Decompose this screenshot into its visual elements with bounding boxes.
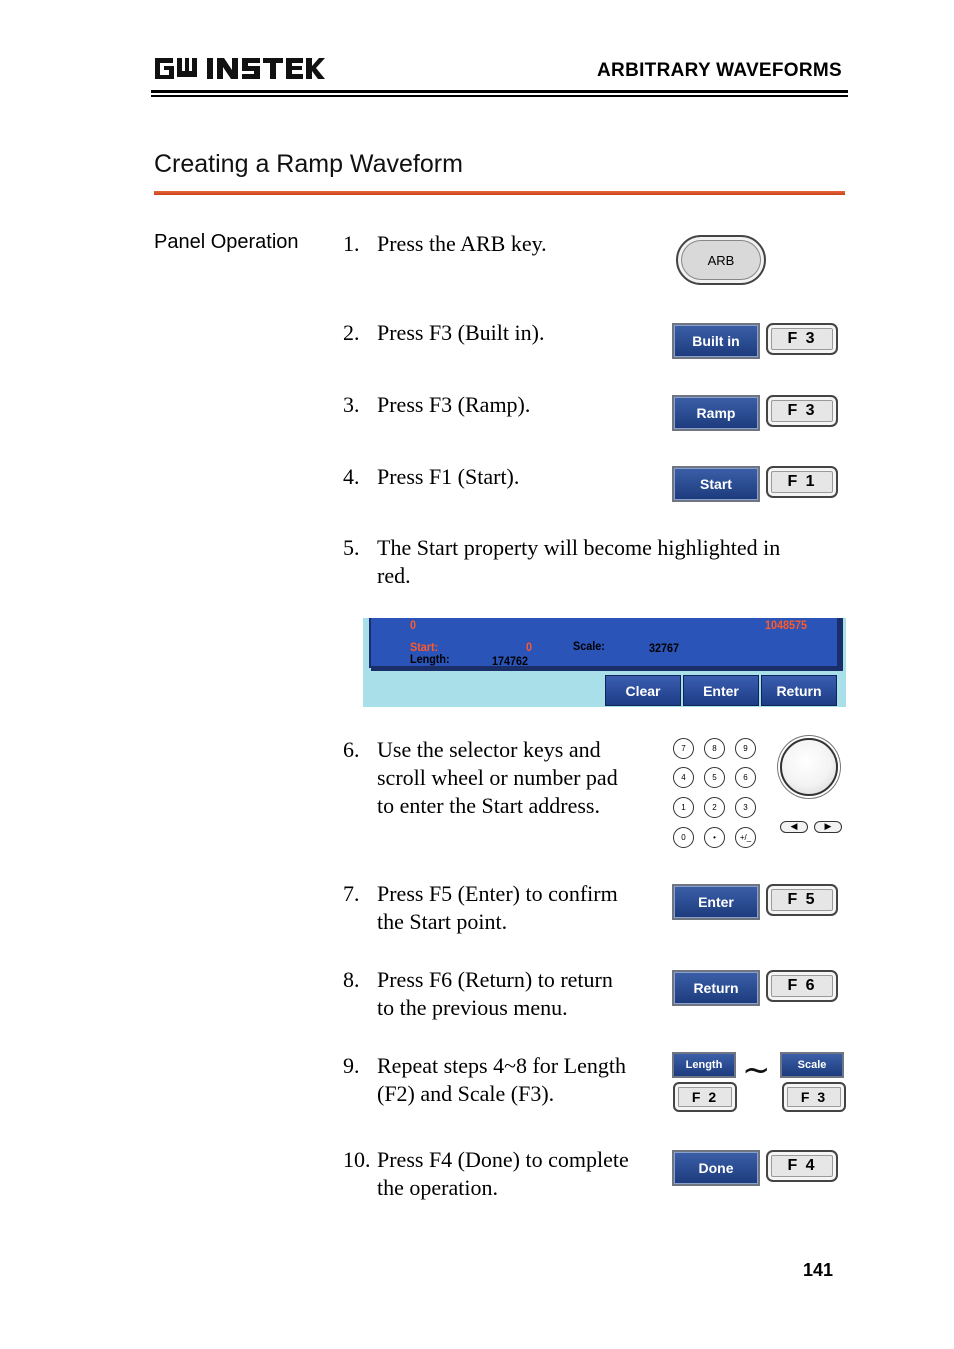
step-line: Repeat steps 4~8 for Length bbox=[377, 1053, 626, 1078]
step-text: Press the ARB key. bbox=[377, 231, 547, 256]
step-number: 6. bbox=[343, 737, 360, 762]
f3-key[interactable]: F 3 bbox=[766, 395, 838, 427]
step-line: Press F5 (Enter) to confirm bbox=[377, 881, 618, 906]
screen-panel-edge bbox=[839, 618, 843, 670]
lcd-screen-capture bbox=[363, 618, 846, 707]
step-text bbox=[377, 880, 618, 936]
done-softkey[interactable]: Done bbox=[672, 1150, 760, 1186]
numpad-key-9[interactable]: 9 bbox=[735, 738, 756, 759]
f3-key[interactable]: F 3 bbox=[766, 323, 838, 355]
step-text bbox=[377, 966, 613, 1022]
right-arrow-icon: ▶ bbox=[824, 822, 832, 832]
step-line: Use the selector keys and bbox=[377, 737, 601, 762]
step-line: (F2) and Scale (F3). bbox=[377, 1081, 555, 1106]
screen-panel-edge bbox=[371, 668, 843, 671]
screen-start-label: Start: bbox=[410, 640, 439, 654]
numpad-key-dot[interactable]: • bbox=[704, 827, 725, 848]
step-line: red. bbox=[377, 563, 411, 588]
header-rule-thin bbox=[151, 95, 848, 97]
header-section-title: ARBITRARY WAVEFORMS bbox=[597, 60, 842, 81]
screen-clear-button[interactable]: Clear bbox=[605, 675, 681, 706]
screen-length-value: 174762 bbox=[492, 654, 529, 668]
screen-scale-label: Scale: bbox=[573, 639, 605, 653]
header-rule bbox=[151, 90, 848, 93]
f6-key[interactable]: F 6 bbox=[766, 970, 838, 1002]
step-line: the operation. bbox=[377, 1175, 498, 1200]
length-softkey[interactable]: Length bbox=[672, 1052, 736, 1078]
step-number: 5. bbox=[343, 535, 360, 560]
step-line: to enter the Start address. bbox=[377, 793, 600, 818]
step-text bbox=[377, 1052, 626, 1108]
numpad-key-3[interactable]: 3 bbox=[735, 797, 756, 818]
left-arrow-key[interactable] bbox=[780, 821, 808, 833]
ramp-softkey[interactable]: Ramp bbox=[672, 395, 760, 431]
left-arrow-icon: ◀ bbox=[790, 822, 798, 832]
step-line: Press F4 (Done) to complete bbox=[377, 1147, 629, 1172]
f4-key[interactable]: F 4 bbox=[766, 1150, 838, 1182]
gw-instek-logo bbox=[153, 54, 325, 84]
numpad-key-7[interactable]: 7 bbox=[673, 738, 694, 759]
screen-length-label: Length: bbox=[410, 652, 450, 666]
step-line: The Start property will become highlighted in bbox=[377, 535, 781, 560]
numpad-key-5[interactable]: 5 bbox=[704, 767, 725, 788]
step-number: 1. bbox=[343, 231, 360, 256]
numpad-key-4[interactable]: 4 bbox=[673, 767, 694, 788]
numpad-key-1[interactable]: 1 bbox=[673, 797, 694, 818]
step-number: 8. bbox=[343, 967, 360, 992]
built-in-softkey[interactable]: Built in bbox=[672, 323, 760, 359]
screen-return-button[interactable]: Return bbox=[761, 675, 837, 706]
step-text bbox=[377, 1146, 629, 1202]
step-text bbox=[377, 534, 780, 590]
numpad-key-2[interactable]: 2 bbox=[704, 797, 725, 818]
step-text bbox=[377, 736, 618, 820]
logo-mark bbox=[153, 54, 325, 84]
numpad-key-6[interactable]: 6 bbox=[735, 767, 756, 788]
f3-key[interactable]: F 3 bbox=[782, 1082, 846, 1112]
step-number: 10. bbox=[343, 1147, 371, 1172]
step-number: 2. bbox=[343, 320, 360, 345]
step-number: 7. bbox=[343, 881, 360, 906]
step-number: 4. bbox=[343, 464, 360, 489]
numpad-key-plus-minus[interactable]: +/_ bbox=[735, 827, 756, 848]
step-number: 3. bbox=[343, 392, 360, 417]
step-text: Press F3 (Built in). bbox=[377, 320, 545, 345]
scroll-wheel-knob[interactable] bbox=[780, 738, 838, 796]
arb-key[interactable]: ARB bbox=[676, 235, 766, 285]
f1-key[interactable]: F 1 bbox=[766, 466, 838, 498]
scale-softkey[interactable]: Scale bbox=[780, 1052, 844, 1078]
step-number: 9. bbox=[343, 1053, 360, 1078]
title-rule bbox=[154, 191, 845, 195]
screen-scale-value: 32767 bbox=[649, 641, 680, 655]
step-line: the Start point. bbox=[377, 909, 508, 934]
page-number: 141 bbox=[803, 1260, 834, 1280]
enter-softkey[interactable]: Enter bbox=[672, 884, 760, 920]
step-line: scroll wheel or number pad bbox=[377, 765, 618, 790]
screen-left-value: 0 bbox=[410, 618, 417, 632]
step-line: to the previous menu. bbox=[377, 995, 568, 1020]
screen-start-value: 0 bbox=[526, 640, 533, 654]
screen-right-value: 1048575 bbox=[765, 618, 808, 632]
step-text: Press F1 (Start). bbox=[377, 464, 520, 489]
return-softkey[interactable]: Return bbox=[672, 970, 760, 1006]
step-line: Press F6 (Return) to return bbox=[377, 967, 613, 992]
f5-key[interactable]: F 5 bbox=[766, 884, 838, 916]
f2-key[interactable]: F 2 bbox=[673, 1082, 737, 1112]
start-softkey[interactable]: Start bbox=[672, 466, 760, 502]
numpad-key-0[interactable]: 0 bbox=[673, 827, 694, 848]
screen-enter-button[interactable]: Enter bbox=[683, 675, 759, 706]
page-title: Creating a Ramp Waveform bbox=[154, 150, 463, 178]
side-label: Panel Operation bbox=[154, 231, 299, 253]
numpad-key-8[interactable]: 8 bbox=[704, 738, 725, 759]
step-text: Press F3 (Ramp). bbox=[377, 392, 531, 417]
range-tilde: ~ bbox=[742, 1050, 771, 1090]
right-arrow-key[interactable] bbox=[814, 821, 842, 833]
